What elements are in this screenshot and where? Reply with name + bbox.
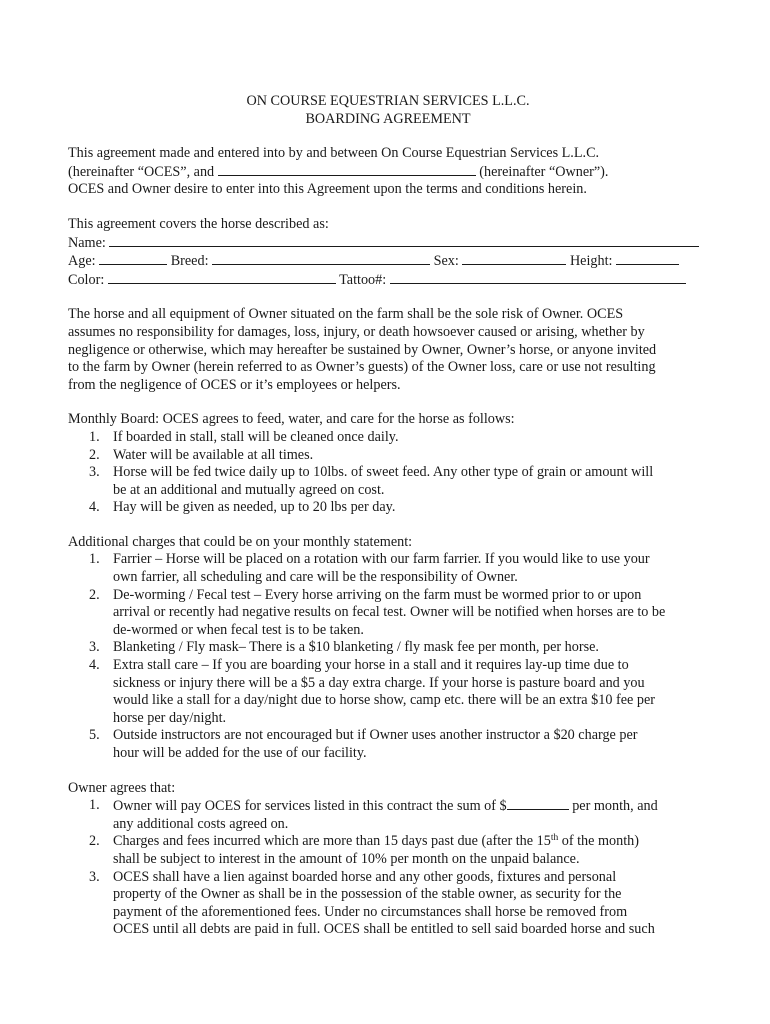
item-number: 5. <box>89 727 100 744</box>
liability-line: to the farm by Owner (herein referred to as Owner’s guests) of the Owner loss, care or use not resulting <box>68 359 656 376</box>
item-number: 1. <box>89 428 100 445</box>
item-text: sickness or injury there will be a $5 a day extra charge. If your horse is pasture board and you <box>113 674 645 691</box>
owner-name-blank[interactable] <box>218 163 476 176</box>
tattoo-field[interactable] <box>390 271 686 284</box>
item-text <box>113 797 708 816</box>
name-row <box>68 234 708 253</box>
name-label: Name: <box>68 234 106 251</box>
horse-heading: This agreement covers the horse described as: <box>68 215 329 232</box>
item-text: would like a stall for a day/night due to horse show, camp etc. there will be an extra $10 fee per <box>113 692 655 709</box>
payment-text: per month, and <box>572 798 658 815</box>
list-item <box>68 587 708 640</box>
item-text: Horse will be fed twice daily up to 10lbs. of sweet feed. Any other type of grain or amount will <box>113 464 654 481</box>
item-number: 4. <box>89 499 100 516</box>
list-item <box>68 464 708 499</box>
item-text: Outside instructors are not encouraged but if Owner uses another instructor a $20 charge per <box>113 727 638 744</box>
item-text: OCES shall have a lien against boarded horse and any other goods, fixtures and personal <box>113 868 617 885</box>
item-number: 1. <box>89 797 100 814</box>
additional-charges-section <box>68 534 708 763</box>
document-header <box>68 93 708 128</box>
intro-text: (hereinafter “Owner”). <box>479 163 609 180</box>
item-text: De-worming / Fecal test – Every horse arriving on the farm must be wormed prior to or upon <box>113 586 642 603</box>
height-field[interactable] <box>616 252 679 265</box>
item-number: 3. <box>89 464 100 481</box>
item-number: 3. <box>89 639 100 656</box>
monthly-amount-field[interactable] <box>507 797 569 810</box>
payment-text: Owner will pay OCES for services listed in this contract the sum of $ <box>113 798 507 815</box>
item-text: Extra stall care – If you are boarding your horse in a stall and it requires lay-up time due to <box>113 657 629 674</box>
liability-line: negligence or otherwise, which may hereafter be sustained by Owner, Owner’s horse, or anyone invited <box>68 341 657 358</box>
item-number: 2. <box>89 833 100 850</box>
item-text: any additional costs agreed on. <box>113 815 289 832</box>
item-text: horse per day/night. <box>113 709 227 726</box>
monthly-board-heading: Monthly Board: OCES agrees to feed, water, and care for the horse as follows: <box>68 411 515 428</box>
monthly-board-section <box>68 411 708 517</box>
item-text: de-wormed or when fecal test is to be taken. <box>113 621 364 638</box>
list-item <box>68 429 708 447</box>
item-text: OCES until all debts are paid in full. OCES shall be entitled to sell said boarded horse and such <box>113 921 655 938</box>
document-page <box>68 93 708 939</box>
list-item <box>68 657 708 727</box>
intro-line: This agreement made and entered into by and between On Course Equestrian Services L.L.C. <box>68 145 600 162</box>
name-field[interactable] <box>109 234 699 247</box>
color-label: Color: <box>68 271 105 288</box>
list-item <box>68 447 708 465</box>
liability-paragraph <box>68 306 708 394</box>
fees-text: Charges and fees incurred which are more than 15 days past due (after the 15 <box>113 833 551 850</box>
item-text: property of the Owner as shall be in the possession of the stable owner, as security for the <box>113 886 622 903</box>
age-breed-row <box>68 252 708 271</box>
item-text: own farrier, all scheduling and care will be the responsibility of Owner. <box>113 569 518 586</box>
item-text: If boarded in stall, stall will be cleaned once daily. <box>113 428 399 445</box>
list-item <box>68 797 708 833</box>
liability-line: from the negligence of OCES or it’s employees or helpers. <box>68 376 401 393</box>
age-field[interactable] <box>99 252 167 265</box>
item-text: shall be subject to interest in the amount of 10% per month on the unpaid balance. <box>113 850 580 867</box>
item-text: hour will be added for the use of our facility. <box>113 745 367 761</box>
color-tattoo-row <box>68 271 708 290</box>
sex-label: Sex: <box>433 253 459 270</box>
item-text: Blanketing / Fly mask– There is a $10 blanketing / fly mask fee per month, per horse. <box>113 639 599 656</box>
additional-charges-list <box>68 551 708 762</box>
list-item <box>68 833 708 868</box>
monthly-board-list <box>68 429 708 517</box>
breed-field[interactable] <box>212 252 430 265</box>
fees-text: of the month) <box>561 833 639 850</box>
intro-paragraph <box>68 145 708 199</box>
intro-text: (hereinafter “OCES”, and <box>68 163 215 180</box>
list-item <box>68 639 708 657</box>
item-text: arrival or recently had negative results on fecal test. Owner will be notified when horses are to be <box>113 604 666 621</box>
item-text: Water will be available at all times. <box>113 446 314 463</box>
item-text: Hay will be given as needed, up to 20 lbs per day. <box>113 499 396 516</box>
item-text: be at an additional and mutually agreed on cost. <box>113 481 385 498</box>
list-item <box>68 499 708 517</box>
ordinal-suffix: th <box>550 833 559 844</box>
liability-line: The horse and all equipment of Owner situated on the farm shall be the sole risk of Owner. OCES <box>68 306 624 323</box>
height-label: Height: <box>569 253 613 270</box>
color-field[interactable] <box>108 271 336 284</box>
item-number: 2. <box>89 586 100 603</box>
intro-line <box>68 163 708 182</box>
item-number: 2. <box>89 446 100 463</box>
item-number: 1. <box>89 551 100 568</box>
list-item <box>68 727 708 762</box>
intro-line: OCES and Owner desire to enter into this Agreement upon the terms and conditions herein. <box>68 181 587 198</box>
owner-agrees-section <box>68 780 708 939</box>
list-item <box>68 551 708 586</box>
breed-label: Breed: <box>170 253 209 270</box>
item-text: payment of the aforementioned fees. Under no circumstances shall horse be removed from <box>113 903 628 920</box>
tattoo-label: Tattoo#: <box>339 271 387 288</box>
sex-field[interactable] <box>462 252 566 265</box>
list-item <box>68 869 708 939</box>
item-number: 3. <box>89 868 100 885</box>
document-title: BOARDING AGREEMENT <box>305 110 471 127</box>
liability-line: assumes no responsibility for damages, loss, injury, or death howsoever caused or arising, whether by <box>68 323 645 340</box>
item-number: 4. <box>89 657 100 674</box>
owner-agrees-list <box>68 797 708 939</box>
item-text: Farrier – Horse will be placed on a rotation with our farm farrier. If you would like to use your <box>113 551 650 568</box>
company-name: ON COURSE EQUESTRIAN SERVICES L.L.C. <box>246 93 530 109</box>
item-text <box>113 833 708 851</box>
horse-description <box>68 216 708 289</box>
age-label: Age: <box>68 253 96 270</box>
additional-charges-heading: Additional charges that could be on your monthly statement: <box>68 533 413 550</box>
owner-agrees-heading: Owner agrees that: <box>68 779 176 796</box>
